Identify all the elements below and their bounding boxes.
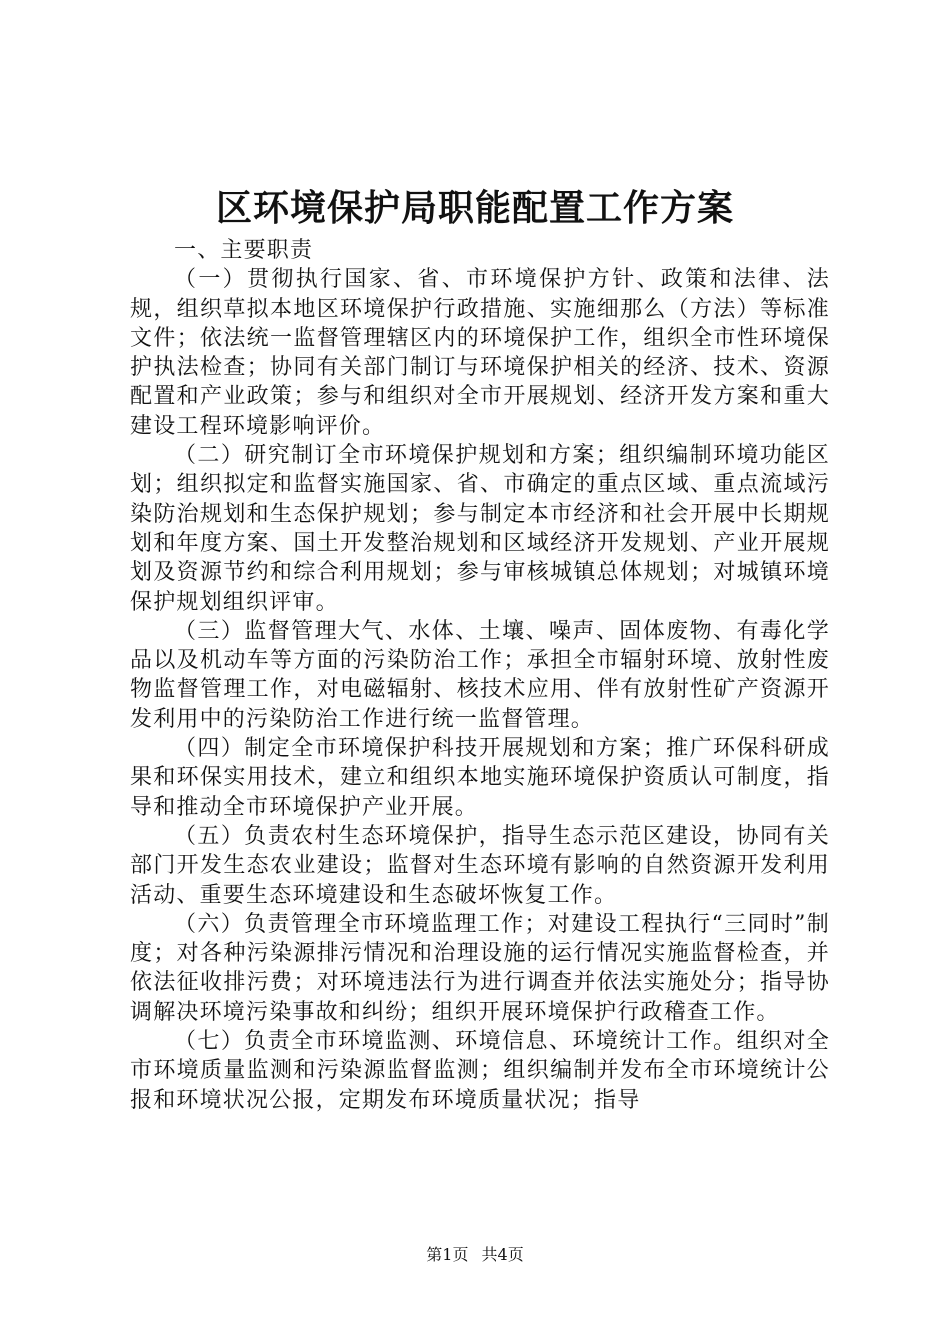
paragraph-7: （七）负责全市环境监测、环境信息、环境统计工作。组织对全市环境质量监测和污染源监督监测；组织编制并发布全市环境统计公报和环境状况公报，定期发布环境质量状况；指导: [130, 1029, 830, 1113]
paragraph-4: （四）制定全市环境保护科技开展规划和方案；推广环保科研成果和环保实用技术，建立和组织本地实施环境保护资质认可制度，指导和推动全市环境保护产业开展。: [130, 736, 830, 820]
paragraph-5: （五）负责农村生态环境保护，指导生态示范区建设，协同有关部门开发生态农业建设；监督对生态环境有影响的自然资源开发利用活动、重要生态环境建设和生态破坏恢复工作。: [130, 823, 830, 908]
page-number-current: 第1页: [426, 1245, 469, 1264]
paragraph-1: （一）贯彻执行国家、省、市环境保护方针、政策和法律、法规，组织草拟本地区环境保护行政措施、实施细那么（方法）等标准文件；依法统一监督管理辖区内的环境保护工作，组织全市性环境保护执法检查；协同有关部门制订与环境保护相关的经济、技术、资源配置和产业政策；参与和组织对全市开展规划、经济开发方案和重大建设工程环境影响评价。: [130, 267, 830, 439]
document-title: 区环境保护局职能配置工作方案: [215, 187, 734, 229]
document-body: [130, 236, 830, 1115]
paragraph-2: （二）研究制订全市环境保护规划和方案；组织编制环境功能区划；组织拟定和监督实施国家、省、市确定的重点区域、重点流域污染防治规划和生态保护规划；参与制定本市经济和社会开展中长期规划和年度方案、国土开发整治规划和区域经济开发规划、产业开展规划及资源节约和综合利用规划；参与审核城镇总体规划；对城镇环境保护规划组织评审。: [130, 443, 830, 615]
page-footer: [0, 1243, 950, 1267]
section-heading: 一、主要职责: [174, 238, 314, 263]
page-number-total: 共4页: [481, 1245, 524, 1264]
paragraph-6: （六）负责管理全市环境监理工作；对建设工程执行“三同时”制度；对各种污染源排污情况和治理设施的运行情况实施监督检查，并依法征收排污费；对环境违法行为进行调查并依法实施处分；指导协调解决环境污染事故和纠纷；组织开展环境保护行政稽查工作。: [130, 911, 830, 1025]
paragraph-3: （三）监督管理大气、水体、土壤、噪声、固体废物、有毒化学品以及机动车等方面的污染防治工作；承担全市辐射环境、放射性废物监督管理工作，对电磁辐射、核技术应用、伴有放射性矿产资源开发利用中的污染防治工作进行统一监督管理。: [130, 618, 830, 732]
